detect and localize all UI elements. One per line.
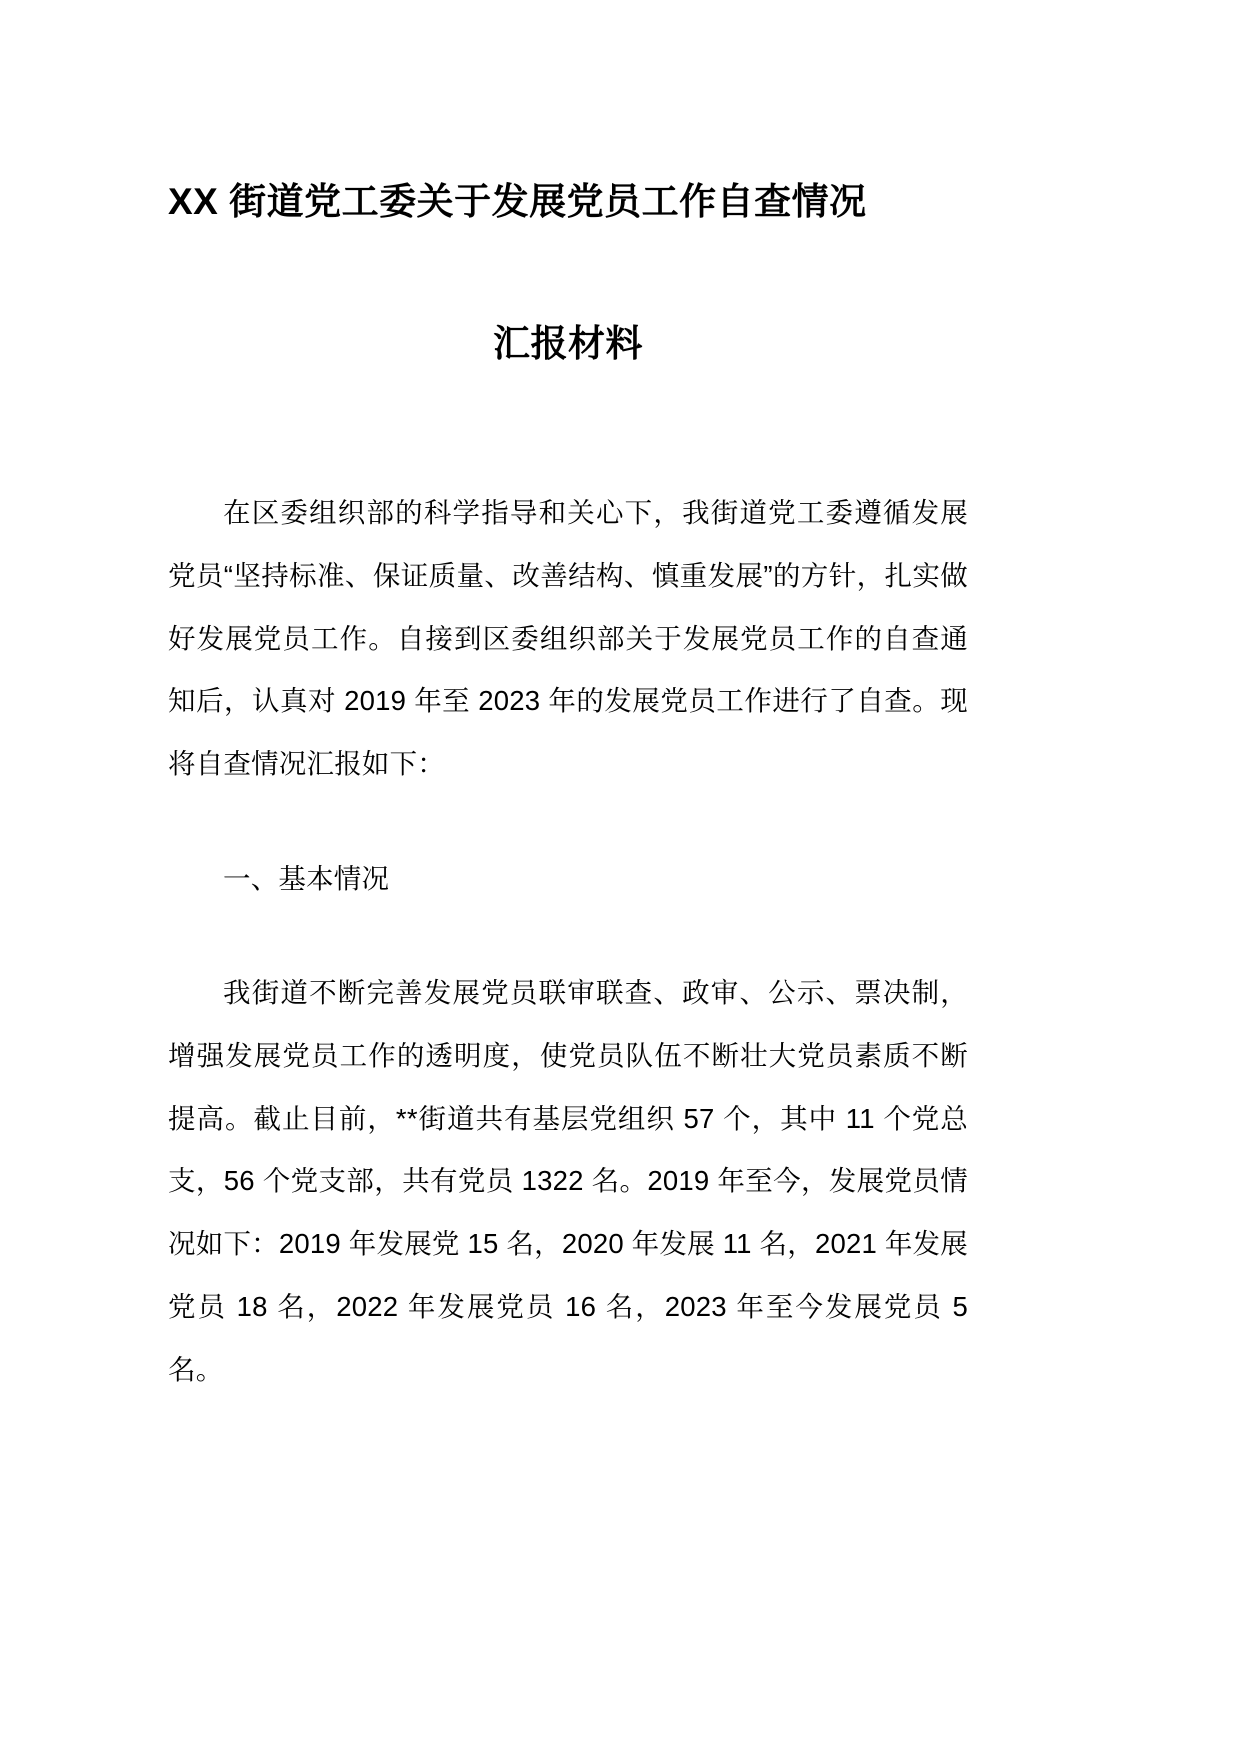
page-title-line-1: XX 街道党工委关于发展党员工作自查情况: [168, 181, 867, 222]
paragraph-spacer: [168, 830, 968, 848]
document-content: [168, 0, 968, 1435]
page-title-line-2: 汇报材料: [493, 322, 643, 364]
paragraph-intro: 在区委组织部的科学指导和关心下，我街道党工委遵循发展党员“坚持标准、保证质量、改善结构、慎重发展”的方针，扎实做好发展党员工作。自接到区委组织部关于发展党员工作的自查通知后，认真对 2019 年至 2023 年的发展党员工作进行了自查。现将自查情况汇报如下：: [168, 497, 968, 780]
paragraph-spacer: [168, 944, 968, 962]
paragraph-basic-situation: 我街道不断完善发展党员联审联查、政审、公示、票决制，增强发展党员工作的透明度，使党员队伍不断壮大党员素质不断提高。截止目前，**街道共有基层党组织 57 个，其中 11 个党总支，56 个党支部，共有党员 1322 名。2019 年至今，发展党员情况如下：2019 年发展党 15 名，2020 年发展 11 名，2021 年发展党员 18 名，2022 年发展党员 16 名，2023 年至今发展党员 5 名。: [168, 977, 968, 1385]
section-heading-basic-situation: 一、基本情况: [223, 862, 390, 894]
document-body: [168, 482, 968, 1401]
